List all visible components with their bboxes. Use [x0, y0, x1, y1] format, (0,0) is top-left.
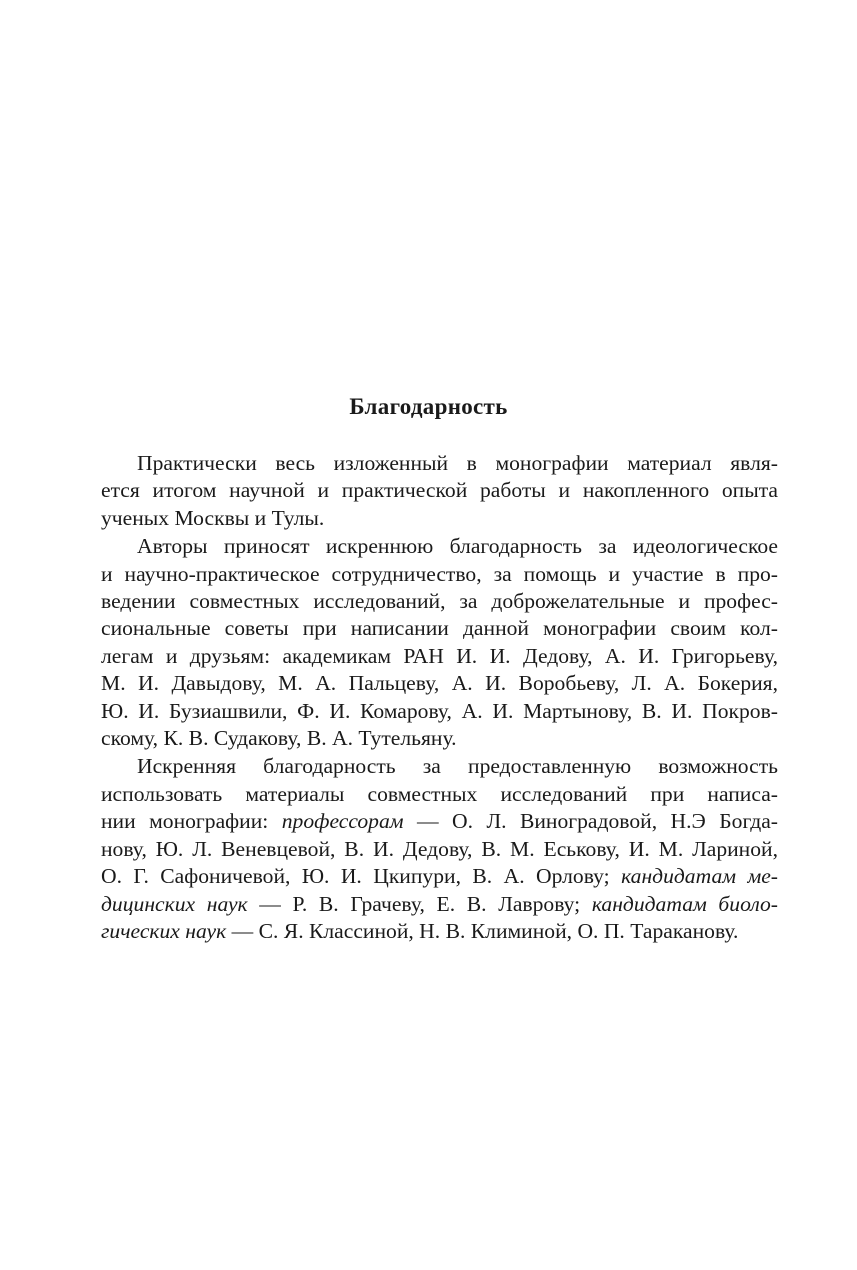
text-line: сиональные советы при написании данной монографии своим кол-	[101, 616, 778, 641]
text-line: легам и друзьям: академикам РАН И. И. Дедову, А. И. Григорьеву,	[101, 643, 778, 668]
text-line: Искренняя благодарность за предоставленную возможность	[137, 754, 778, 779]
text-line: использовать материалы совместных исследований при написа-	[101, 781, 778, 806]
italic-run: гических наук	[101, 918, 227, 943]
text-line	[101, 918, 778, 945]
text-line: ется итогом научной и практической работы и накопленного опыта	[101, 478, 778, 503]
text-line: Практически весь изложенный в монографии материал явля-	[137, 451, 778, 475]
page-title: Благодарность	[349, 394, 508, 419]
text-line	[101, 863, 778, 890]
text-line	[101, 808, 778, 835]
text-run: — О. Л. Виноградовой, Н.Э Богда-	[403, 809, 778, 834]
acknowledgements-body	[101, 450, 778, 945]
paragraph-3	[101, 753, 778, 945]
text-run: нии монографии:	[101, 809, 282, 834]
text-run: — С. Я. Классиной, Н. В. Климиной, О. П. Тараканову.	[226, 918, 739, 943]
italic-run: кандидатам ме-	[621, 864, 778, 889]
text-line: ученых Москвы и Тулы.	[101, 505, 325, 530]
text-line: М. И. Давыдову, М. А. Пальцеву, А. И. Воробьеву, Л. А. Бокерия,	[101, 671, 778, 696]
text-run: — Р. В. Грачеву, Е. В. Лаврову;	[247, 891, 592, 916]
italic-run: кандидатам биоло-	[591, 891, 778, 916]
text-line: и научно-практическое сотрудничество, за помощь и участие в про-	[101, 561, 778, 586]
paragraph-1	[101, 450, 778, 532]
text-line	[101, 891, 778, 918]
italic-run: дицинских наук	[101, 891, 248, 916]
text-line: скому, К. В. Судакову, В. А. Тутельяну.	[101, 726, 457, 751]
text-line: Ю. И. Бузиашвили, Ф. И. Комарову, А. И. Мартынову, В. И. Покров-	[101, 698, 778, 723]
italic-run: профессорам	[281, 809, 404, 834]
paragraph-2	[101, 533, 778, 752]
text-line: нову, Ю. Л. Веневцевой, В. И. Дедову, В. М. Еськову, И. М. Лариной,	[101, 836, 778, 861]
text-line: Авторы приносят искреннюю благодарность за идеологическое	[137, 534, 778, 559]
text-run: О. Г. Сафоничевой, Ю. И. Цкипури, В. А. Орлову;	[101, 864, 622, 889]
text-line: ведении совместных исследований, за доброжелательные и профес-	[101, 589, 778, 614]
